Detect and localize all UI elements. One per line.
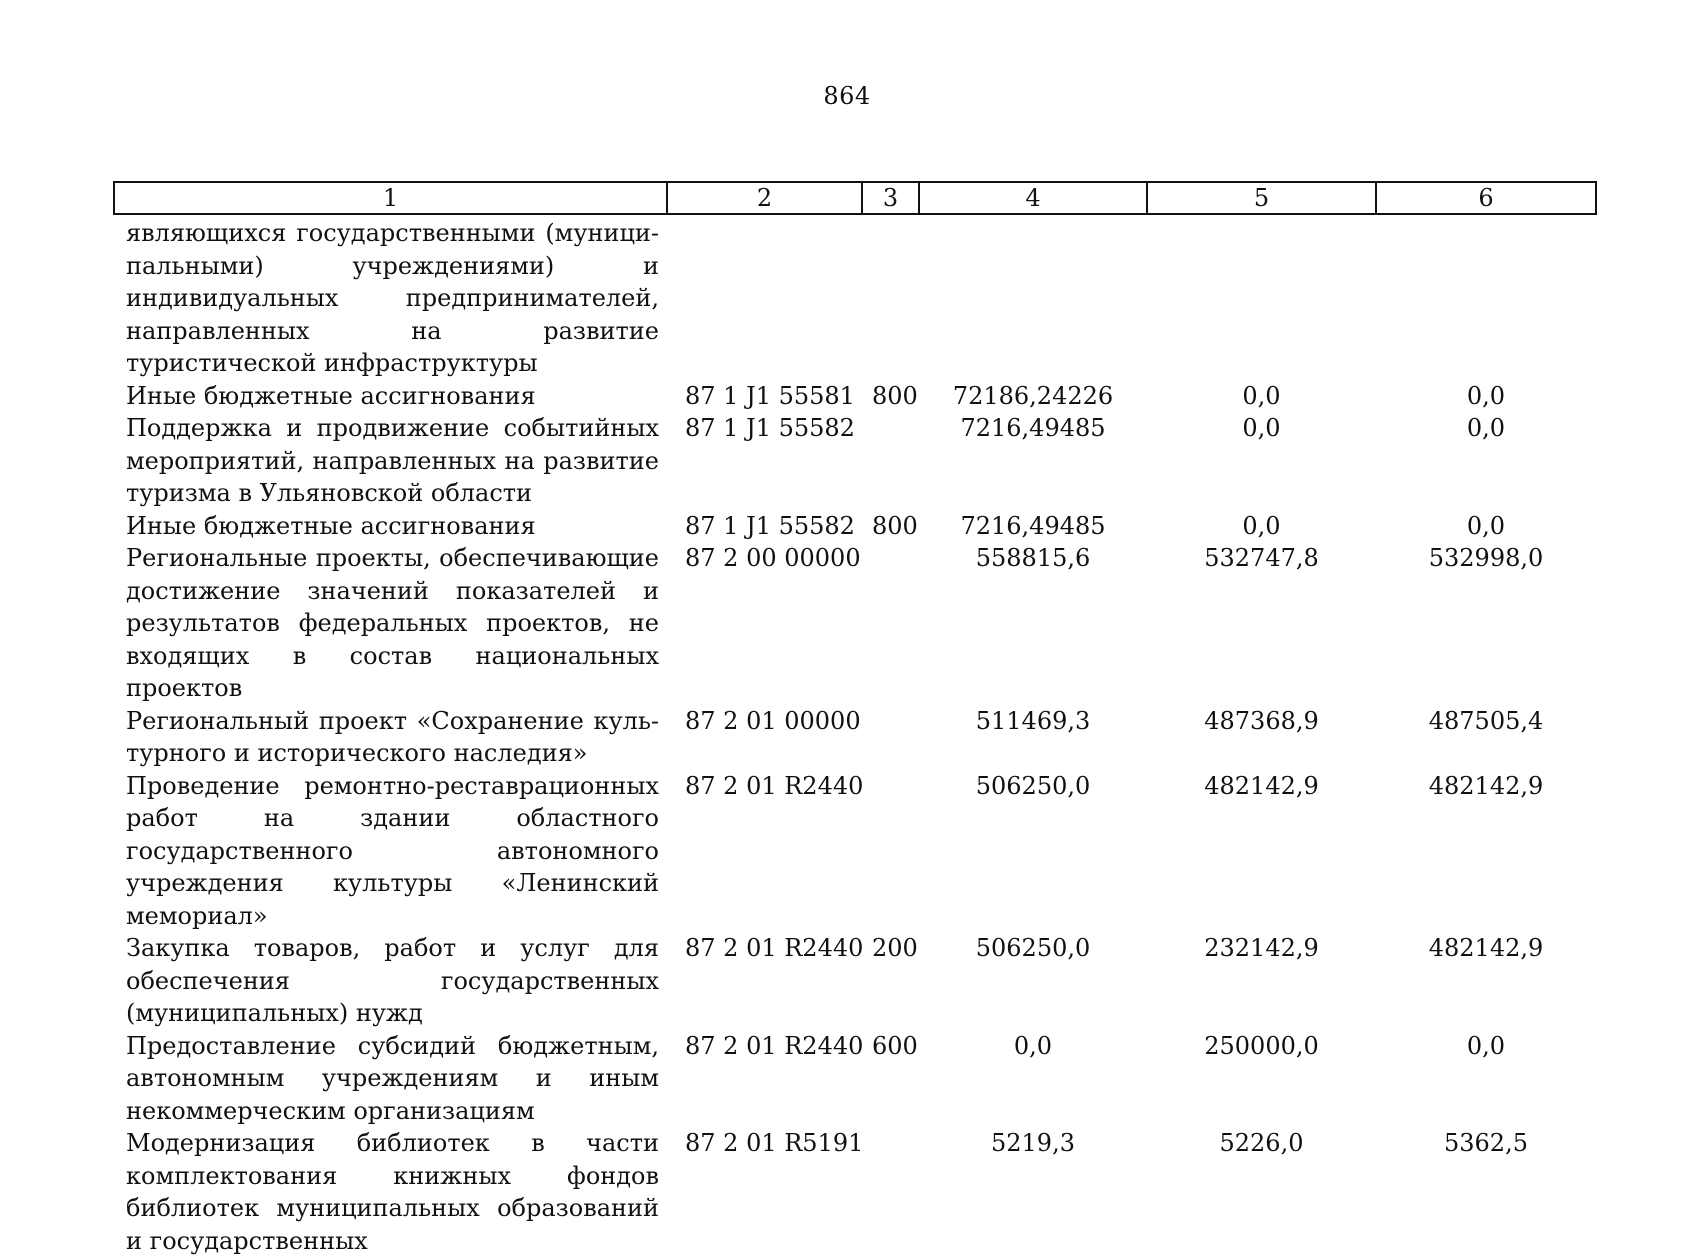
row-kind: 800 bbox=[872, 381, 918, 410]
row-value-4: 72186,24226 bbox=[952, 381, 1114, 410]
row-name: Модернизация библиотек в части комплектования книжных фондов библиотек муниципальных образований и государственных bbox=[126, 1129, 659, 1255]
row-value-5: 0,0 bbox=[1242, 511, 1281, 540]
row-value-6: 0,0 bbox=[1466, 1031, 1506, 1060]
row-value-5: 250000,0 bbox=[1204, 1031, 1319, 1060]
row-code: 87 1 J1 55582 bbox=[685, 511, 855, 540]
row-name: Иные бюджетные ассигнования bbox=[126, 381, 536, 410]
row-code: 87 2 00 00000 bbox=[685, 544, 861, 572]
row-name: являющихся государственными (муниципальными) учреждениями) и индивидуальных предпринимателей, направленных на развитие туристической инфраструктуры bbox=[126, 219, 659, 377]
table-body bbox=[114, 214, 1596, 1257]
row-code: 87 2 01 R2440 bbox=[685, 1031, 864, 1060]
row-code: 87 1 J1 55581 bbox=[685, 381, 855, 410]
page-number: 864 bbox=[823, 82, 871, 110]
row-kind bbox=[862, 705, 919, 770]
row-value-4: 0,0 bbox=[1013, 1031, 1053, 1060]
table-row bbox=[114, 705, 1596, 770]
row-kind bbox=[862, 412, 919, 510]
row-code: 87 2 01 00000 bbox=[685, 706, 861, 735]
row-value-6: 5362,5 bbox=[1444, 1129, 1528, 1157]
row-name: Проведение ремонтно-реставрационных работ на здании областного государственного автономного учреждения культуры «Ленинский мемориал» bbox=[126, 771, 659, 930]
row-kind bbox=[862, 214, 919, 380]
table-header bbox=[114, 182, 1596, 214]
row-value-5: 0,0 bbox=[1242, 381, 1281, 410]
row-value-4: 558815,6 bbox=[975, 544, 1091, 572]
row-kind: 800 bbox=[872, 511, 918, 540]
header-col-4: 4 bbox=[919, 182, 1147, 214]
table-row bbox=[114, 380, 1596, 413]
row-kind bbox=[862, 770, 919, 933]
row-code: 87 1 J1 55582 bbox=[685, 414, 855, 442]
row-value-6 bbox=[1376, 214, 1596, 380]
table-row bbox=[114, 1127, 1596, 1257]
row-value-4: 511469,3 bbox=[975, 706, 1091, 735]
row-value-6: 0,0 bbox=[1466, 414, 1506, 442]
table-row bbox=[114, 542, 1596, 705]
row-code: 87 2 01 R2440 bbox=[685, 771, 864, 800]
row-name: Региональный проект «Сохранение культурного и исторического наследия» bbox=[126, 706, 659, 767]
row-value-6: 532998,0 bbox=[1428, 544, 1544, 572]
row-value-6: 0,0 bbox=[1466, 511, 1506, 540]
header-col-1: 1 bbox=[114, 182, 667, 214]
row-kind bbox=[862, 1127, 919, 1257]
table-row bbox=[114, 932, 1596, 1030]
table-row bbox=[114, 412, 1596, 510]
table-row bbox=[114, 1030, 1596, 1128]
table-row bbox=[114, 770, 1596, 933]
row-value-6: 482142,9 bbox=[1428, 771, 1544, 800]
row-value-4: 506250,0 bbox=[975, 771, 1091, 800]
header-col-6: 6 bbox=[1376, 182, 1596, 214]
table-row bbox=[114, 214, 1596, 380]
row-value-5: 487368,9 bbox=[1204, 706, 1319, 735]
row-value-5: 5226,0 bbox=[1219, 1129, 1304, 1157]
row-code: 87 2 01 R5191 bbox=[685, 1129, 864, 1157]
row-code bbox=[667, 214, 862, 380]
row-value-4: 7216,49485 bbox=[960, 414, 1106, 442]
row-value-4: 5219,3 bbox=[991, 1129, 1075, 1157]
table-row bbox=[114, 510, 1596, 543]
header-col-5: 5 bbox=[1147, 182, 1376, 214]
row-kind bbox=[862, 542, 919, 705]
header-col-3: 3 bbox=[862, 182, 919, 214]
row-value-4: 506250,0 bbox=[975, 934, 1091, 962]
row-value-4 bbox=[919, 214, 1147, 380]
row-value-5: 482142,9 bbox=[1204, 771, 1319, 800]
row-name: Поддержка и продвижение событийных мероприятий, направленных на развитие туризма в Ульяновской области bbox=[126, 414, 659, 507]
budget-table bbox=[113, 181, 1597, 1257]
header-row bbox=[114, 182, 1596, 214]
row-value-5: 532747,8 bbox=[1204, 544, 1319, 572]
row-kind: 600 bbox=[872, 1031, 918, 1060]
row-value-5: 232142,9 bbox=[1204, 934, 1319, 962]
row-value-6: 0,0 bbox=[1466, 381, 1506, 410]
row-value-6: 487505,4 bbox=[1428, 706, 1544, 735]
row-value-6: 482142,9 bbox=[1428, 934, 1544, 962]
row-value-5: 0,0 bbox=[1242, 414, 1281, 442]
row-value-5 bbox=[1147, 214, 1376, 380]
row-name: Предоставление субсидий бюджетным, автономным учреждениям и иным некоммерческим организациям bbox=[126, 1031, 659, 1125]
row-value-4: 7216,49485 bbox=[960, 511, 1106, 540]
row-code: 87 2 01 R2440 bbox=[685, 934, 864, 962]
row-name: Иные бюджетные ассигнования bbox=[126, 511, 536, 540]
row-kind: 200 bbox=[872, 934, 918, 962]
row-name: Региональные проекты, обеспечивающие достижение значений показателей и результатов федеральных проектов, не входящих в состав национальных проектов bbox=[126, 544, 659, 702]
header-col-2: 2 bbox=[667, 182, 862, 214]
row-name: Закупка товаров, работ и услуг для обеспечения государственных (муниципальных) нужд bbox=[126, 934, 659, 1027]
